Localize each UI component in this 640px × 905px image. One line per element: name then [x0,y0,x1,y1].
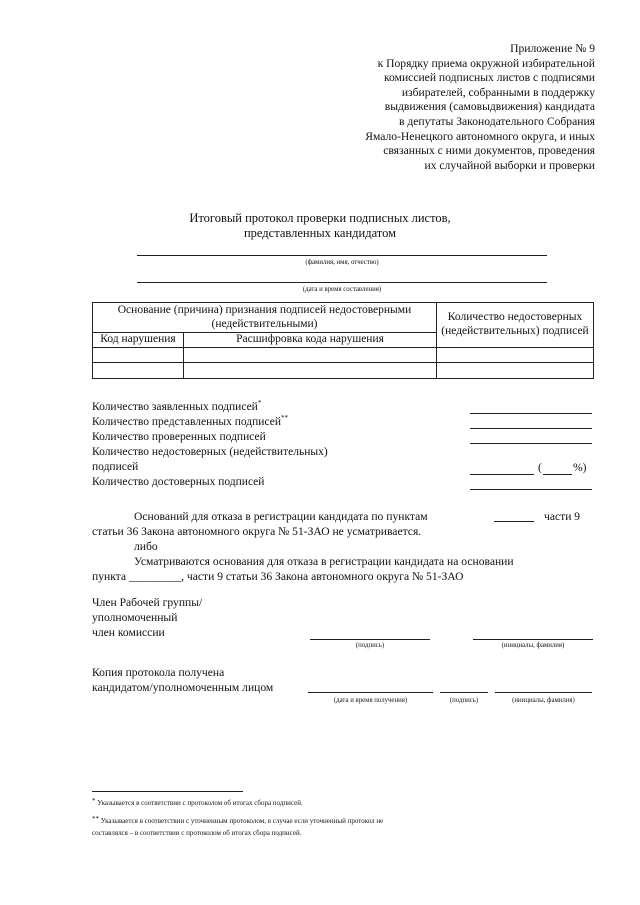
member-line: Член Рабочей группы/ [92,596,203,609]
count-row-valid [92,475,602,490]
datetime-caption: (дата и время составления) [302,286,382,293]
footnote-text: Указывается в соответствии с протоколом об итогах сбора подписей. [97,799,303,807]
copy-line: Копия протокола получена [92,666,225,679]
declared-fill-line[interactable] [470,413,592,414]
copy-sign-line[interactable] [440,692,488,693]
appendix-line: к Порядку приема окружной избирательной [377,56,595,70]
member-label [92,595,202,640]
appendix-line: комиссией подписных листов с подписями [384,71,595,85]
count-label: Количество представленных подписей [92,416,281,428]
count-row-invalid [92,445,602,460]
appendix-line: Ямало-Ненецкого автономного округа, и иных [365,129,595,143]
percent-open: ( [538,461,542,474]
col-code: Код нарушения [93,333,184,348]
fio-caption: (фамилия, имя, отчество) [305,259,379,266]
title-line-2: представленных кандидатом [243,226,397,240]
document-title [0,211,640,241]
appendix-line: связанных с ними документов, проведения [383,144,595,158]
grounds-p1c: статьи 36 Закона автономного округа № 51-ЗАО не усматривается. [92,525,422,538]
appendix-line: их случайной выборки и проверки [424,158,595,172]
count-label: Количество достоверных подписей [92,476,265,488]
member-line: уполномоченный [92,611,178,624]
grounds-or: либо [134,540,158,553]
copy-sign-caption: (подпись) [449,697,479,704]
table-cell[interactable] [93,362,184,378]
count-label: Количество недостоверных (недействительных) [92,446,328,458]
fio-fill-line[interactable] [137,255,547,256]
table-cell[interactable] [93,347,184,362]
member-line: член комиссии [92,626,165,639]
appendix-line: Приложение № 9 [510,42,595,55]
col-decode: Расшифровка кода нарушения [184,333,437,348]
footnote-mark: * [92,797,96,805]
invalid-fill-line[interactable] [470,474,534,475]
footnote-1 [92,799,303,808]
points-fill-line[interactable] [494,521,534,522]
grounds-p2b: пункта _________, части 9 статьи 36 Закона автономного округа № 51-ЗАО [92,570,464,583]
grounds-p2a: Усматриваются основания для отказа в регистрации кандидата на основании [134,555,514,568]
checked-fill-line[interactable] [470,443,592,444]
member-sign-line[interactable] [310,639,430,640]
footnote-2-cont: составлялся – в соответствии с протоколом об итогах сбора подписей. [92,829,302,837]
datetime-fill-line[interactable] [137,282,547,283]
percent-fill-line[interactable] [543,474,572,475]
appendix-line: в депутаты Законодательного Собрания [399,114,595,128]
table-cell[interactable] [437,347,594,362]
copy-name-caption: (инициалы, фамилия) [512,697,575,704]
count-label: Количество заявленных подписей [92,401,258,413]
footnote-separator [92,791,243,792]
count-label: подписей [92,461,139,473]
footnote-mark: * [257,399,262,407]
copy-datetime-caption: (дата и время получения) [333,697,408,704]
violations-table [92,302,594,379]
copy-datetime-line[interactable] [308,692,433,693]
member-sign-caption: (подпись) [355,642,385,649]
footnote-mark: ** [280,414,288,422]
title-line-1: Итоговый протокол проверки подписных листов, [189,211,451,225]
footnote-2 [92,817,383,826]
member-name-caption: (инициалы, фамилия) [501,642,565,649]
percent-close: %) [573,461,587,474]
appendix-line: выдвижения (самовыдвижения) кандидата [384,100,595,114]
appendix-line: избирателей, собранными в поддержку [401,85,595,99]
header-count: Количество недостоверных (недействительных) подписей [437,303,594,348]
grounds-p1a: Оснований для отказа в регистрации кандидата по пунктам [134,510,428,523]
header-basis: Основание (причина) признания подписей недостоверными (недействительными) [93,303,437,333]
appendix-header [265,42,595,173]
submitted-fill-line[interactable] [470,428,592,429]
copy-line: кандидатом/уполномоченным лицом [92,681,274,694]
table-cell[interactable] [184,347,437,362]
count-row-invalid-cont [92,460,602,475]
footnote-text: Указывается в соответствии с уточненным протоколом, в случае если уточненный протокол не [100,817,384,825]
table-cell[interactable] [437,362,594,378]
copy-name-line[interactable] [495,692,592,693]
copy-label [92,665,273,695]
count-label: Количество проверенных подписей [92,431,266,443]
grounds-p1b: части 9 [544,510,581,523]
valid-fill-line[interactable] [470,489,592,490]
member-name-line[interactable] [473,639,593,640]
table-cell[interactable] [184,362,437,378]
footnote-mark: ** [92,815,99,823]
